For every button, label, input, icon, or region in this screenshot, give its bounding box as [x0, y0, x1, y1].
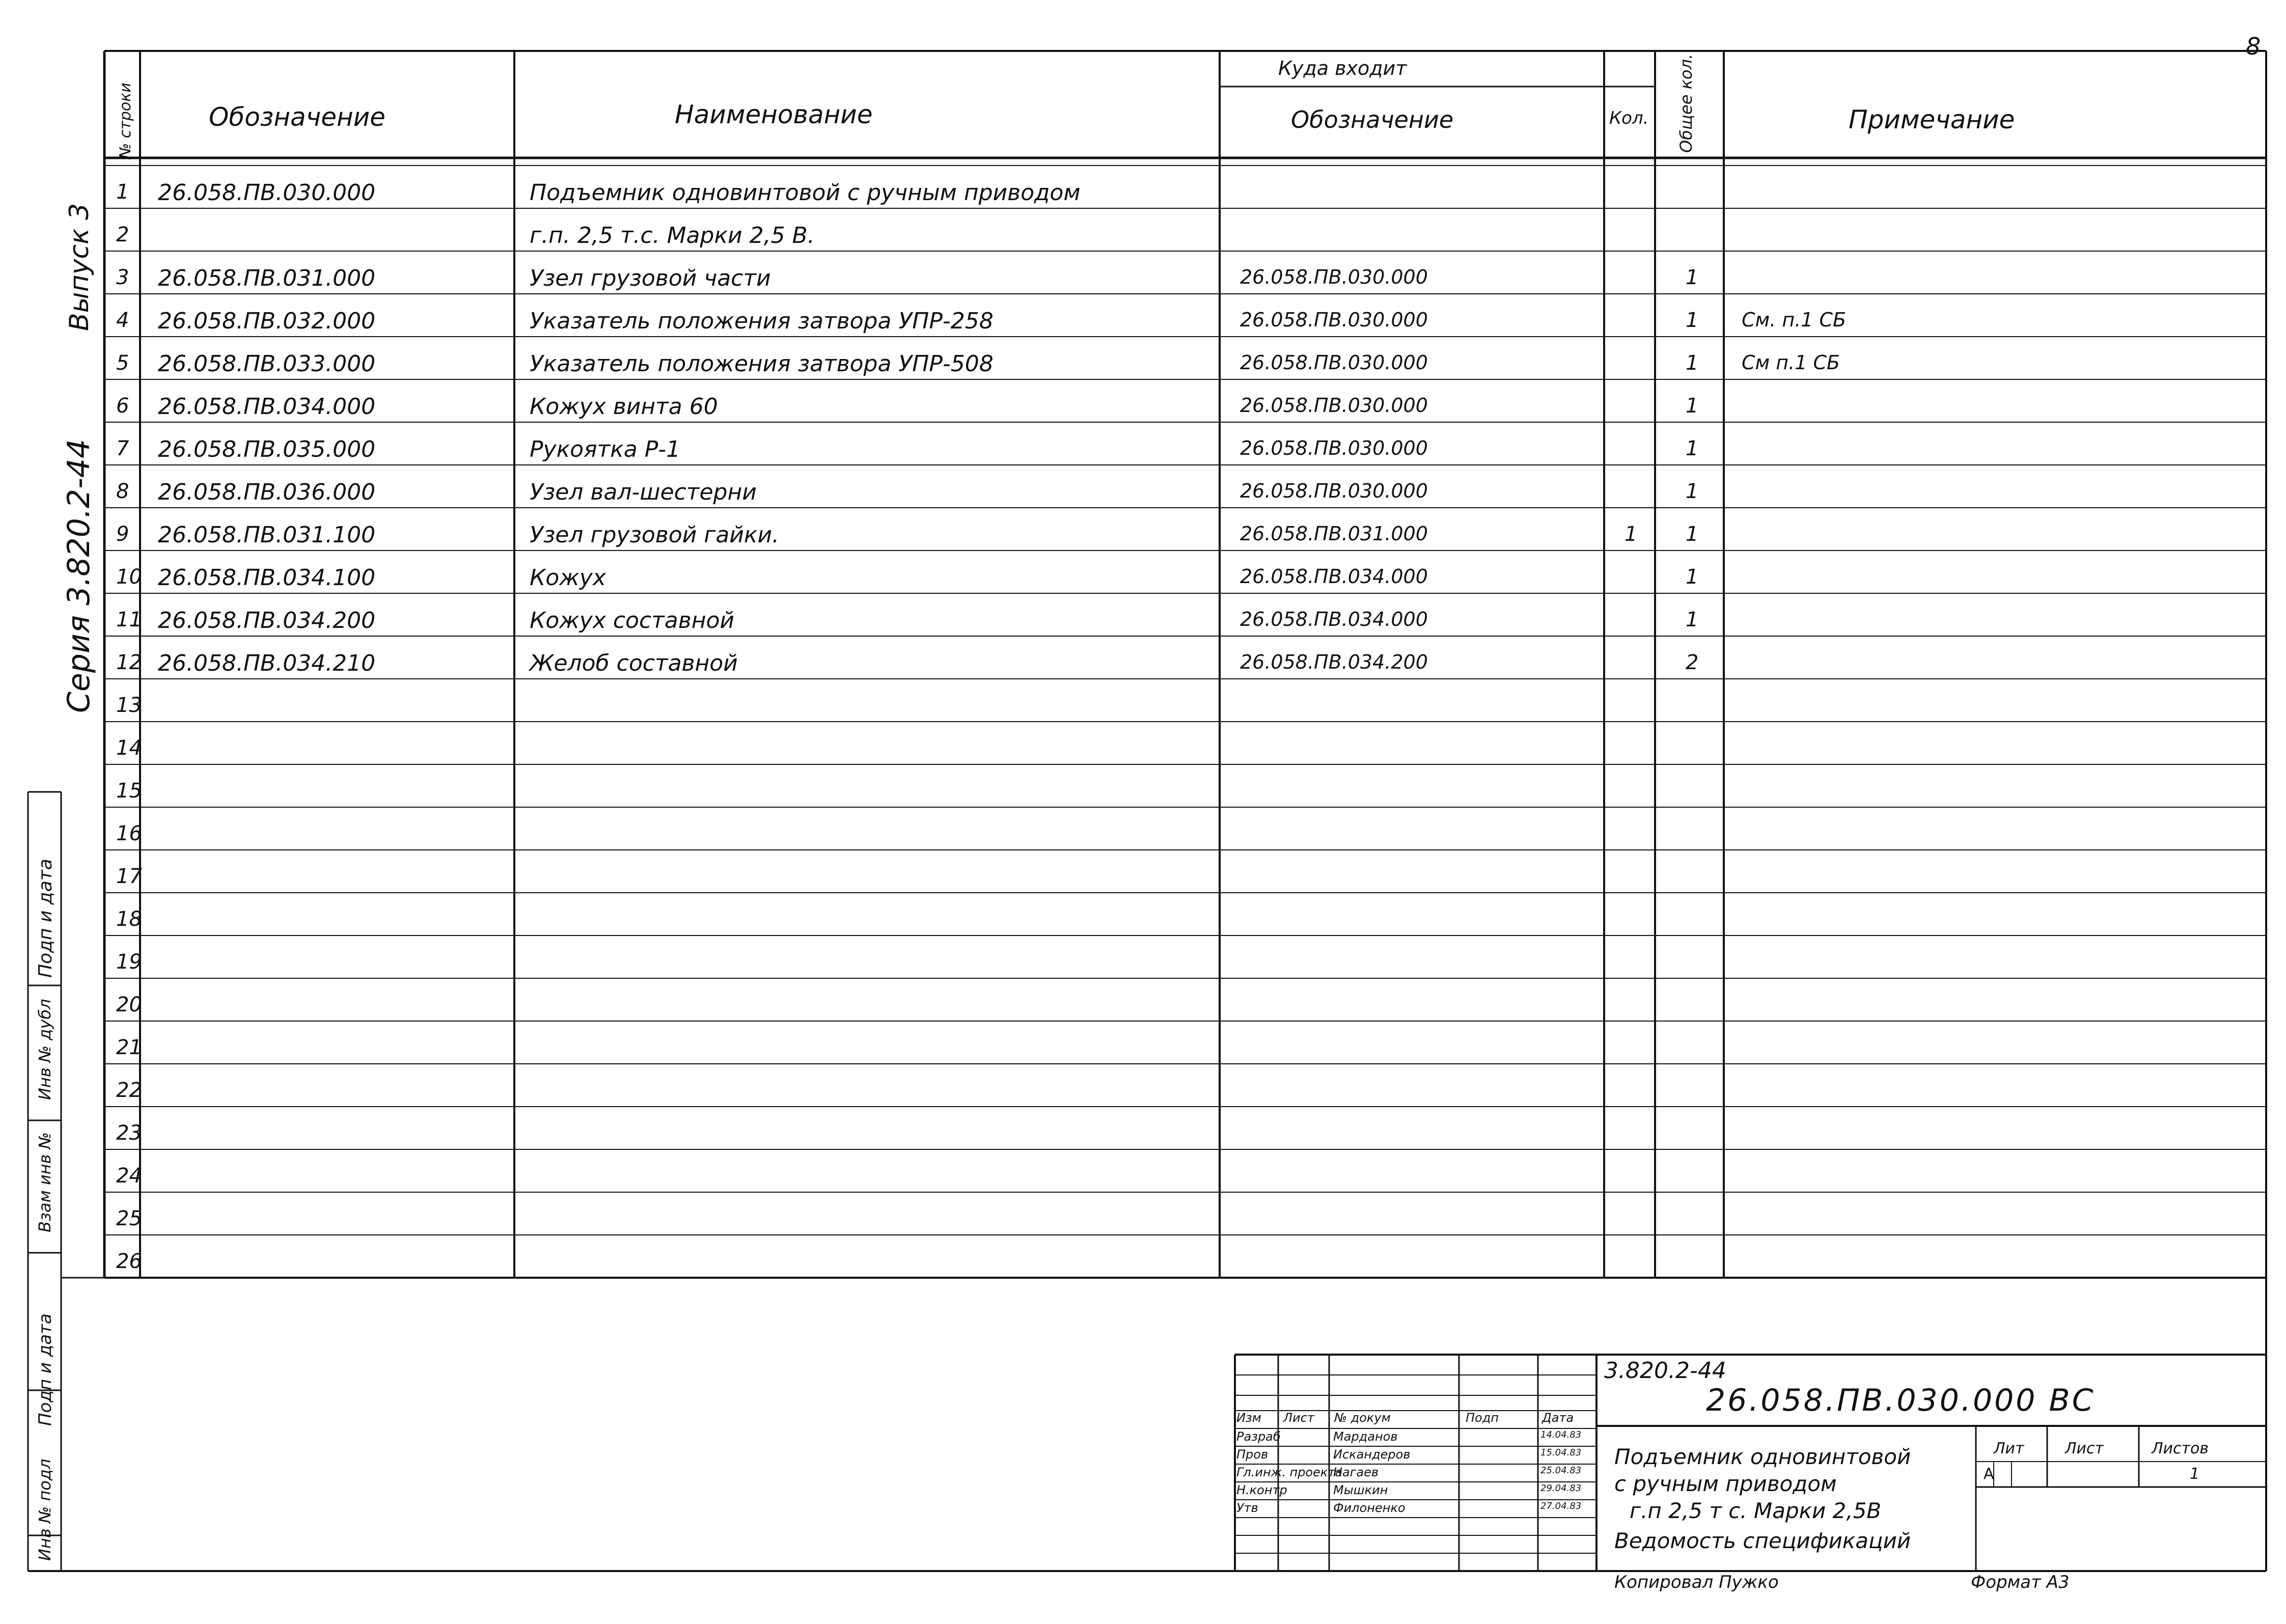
row-number: 11: [116, 608, 142, 631]
row-name: Узел грузовой гайки.: [530, 522, 780, 548]
header-total-qty: Общее кол.: [1676, 53, 1696, 153]
row-number: 25: [116, 1207, 142, 1230]
row-number: 18: [116, 907, 142, 931]
row-number: 7: [116, 437, 129, 460]
stamp-orig-inv: Инв № подл: [35, 1458, 54, 1561]
row-name: Подъемник одновинтовой с ручным приводом: [530, 180, 1081, 206]
tb-person-role: Утв: [1236, 1501, 1258, 1515]
row-name: Кожух составной: [530, 608, 734, 634]
row-designation: 26.058.ПВ.034.100: [158, 565, 376, 591]
row-designation: 26.058.ПВ.031.100: [158, 522, 376, 548]
stamp-dup-inv: Инв № дубл: [35, 999, 54, 1100]
row-name: Желоб составной: [530, 650, 738, 676]
row-note: См. п.1 СБ: [1742, 309, 1847, 331]
row-number: 23: [116, 1121, 142, 1145]
paper-format: Формат А3: [1971, 1572, 2070, 1592]
row-number: 8: [116, 480, 129, 503]
row-number: 24: [116, 1164, 142, 1188]
stamp-sign-date-2: Подп и дата: [35, 1313, 56, 1426]
row-number: 19: [116, 950, 142, 974]
row-number: 16: [116, 822, 142, 845]
row-parent-designation: 26.058.ПВ.030.000: [1240, 437, 1428, 459]
header-where-used: Куда входит: [1278, 57, 1407, 79]
tb-person-date: 15.04.83: [1540, 1447, 1582, 1458]
row-name: г.п. 2,5 т.с. Марки 2,5 В.: [530, 223, 815, 249]
tb-h-date: Дата: [1542, 1411, 1574, 1425]
row-number: 1: [116, 180, 129, 204]
row-designation: 26.058.ПВ.034.200: [158, 608, 376, 634]
row-number: 4: [116, 309, 129, 332]
tb-person-name: Нагаев: [1333, 1465, 1379, 1479]
tb-person-role: Гл.инж. проекта: [1236, 1465, 1343, 1479]
row-total-qty: 1: [1686, 480, 1699, 503]
row-name: Кожух винта 60: [530, 394, 718, 420]
row-designation: 26.058.ПВ.030.000: [158, 180, 376, 206]
row-designation: 26.058.ПВ.031.000: [158, 265, 376, 291]
row-parent-designation: 26.058.ПВ.030.000: [1240, 394, 1428, 417]
row-name: Узел грузовой части: [530, 265, 771, 291]
page-number: 8: [2246, 33, 2261, 60]
row-parent-designation: 26.058.ПВ.031.000: [1240, 522, 1428, 545]
tb-lit-label: Лит: [1994, 1440, 2024, 1457]
header-parent-designation: Обозначение: [1291, 106, 1454, 133]
row-total-qty: 1: [1686, 394, 1699, 418]
row-name: Кожух: [530, 565, 606, 591]
tb-person-date: 25.04.83: [1540, 1465, 1582, 1476]
row-parent-designation: 26.058.ПВ.030.000: [1240, 351, 1428, 374]
stamp-sign-date-1: Подп и дата: [35, 859, 56, 978]
row-designation: 26.058.ПВ.032.000: [158, 308, 376, 334]
row-parent-designation: 26.058.ПВ.034.200: [1240, 651, 1428, 673]
row-name: Рукоятка Р-1: [530, 436, 681, 462]
stamp-repl-inv: Взам инв №: [35, 1132, 54, 1232]
row-parent-designation: 26.058.ПВ.034.000: [1240, 608, 1428, 630]
row-number: 26: [116, 1250, 142, 1273]
row-designation: 26.058.ПВ.033.000: [158, 351, 376, 377]
tb-person-role: Н.контр: [1236, 1483, 1287, 1497]
row-number: 3: [116, 266, 129, 289]
row-designation: 26.058.ПВ.035.000: [158, 436, 376, 462]
copied-by: Копировал Пужко: [1614, 1572, 1779, 1592]
tb-doc-code: 26.058.ПВ.030.000 ВС: [1706, 1383, 2096, 1418]
tb-person-date: 14.04.83: [1540, 1429, 1582, 1440]
row-parent-designation: 26.058.ПВ.034.000: [1240, 565, 1428, 588]
header-designation: Обозначение: [209, 102, 385, 132]
margin-issue: Выпуск 3: [64, 203, 95, 331]
row-parent-designation: 26.058.ПВ.030.000: [1240, 266, 1428, 288]
row-number: 22: [116, 1079, 142, 1102]
tb-h-izm: Изм: [1236, 1411, 1261, 1425]
margin-series: Серия 3.820.2-44: [61, 438, 97, 713]
row-number: 2: [116, 223, 129, 246]
row-number: 6: [116, 394, 129, 418]
tb-person-name: Искандеров: [1333, 1447, 1411, 1462]
row-designation: 26.058.ПВ.036.000: [158, 479, 376, 505]
header-qty: Кол.: [1609, 108, 1649, 128]
row-total-qty: 1: [1686, 565, 1699, 589]
row-qty: 1: [1624, 522, 1638, 546]
header-name: Наименование: [675, 100, 873, 129]
tb-sheet-label: Лист: [2065, 1440, 2104, 1457]
row-name: Указатель положения затвора УПР-258: [530, 308, 994, 334]
tb-title-line-3: г.п 2,5 т с. Марки 2,5В: [1630, 1498, 1882, 1523]
row-number: 10: [116, 565, 142, 589]
row-number: 13: [116, 694, 142, 717]
row-total-qty: 1: [1686, 309, 1699, 332]
header-note: Примечание: [1849, 105, 2015, 134]
row-number: 9: [116, 522, 129, 546]
row-parent-designation: 26.058.ПВ.030.000: [1240, 309, 1428, 331]
tb-sheets-value: 1: [2190, 1465, 2200, 1483]
row-note: См п.1 СБ: [1742, 351, 1840, 374]
row-designation: 26.058.ПВ.034.210: [158, 650, 376, 676]
tb-person-role: Разраб: [1236, 1429, 1281, 1444]
row-total-qty: 1: [1686, 608, 1699, 631]
tb-h-sign: Подп: [1466, 1411, 1499, 1425]
tb-sheets-label: Листов: [2152, 1440, 2209, 1457]
row-name: Узел вал-шестерни: [530, 479, 757, 505]
tb-h-list: Лист: [1283, 1411, 1314, 1425]
row-number: 20: [116, 993, 142, 1016]
tb-title-line-1: Подъемник одновинтовой: [1614, 1444, 1911, 1469]
tb-person-date: 29.04.83: [1540, 1483, 1582, 1494]
row-total-qty: 1: [1686, 351, 1699, 375]
tb-title-line-4: Ведомость спецификаций: [1614, 1528, 1911, 1553]
row-total-qty: 1: [1686, 437, 1699, 460]
row-total-qty: 1: [1686, 522, 1699, 546]
row-total-qty: 2: [1686, 651, 1699, 674]
tb-h-doc: № докум: [1334, 1411, 1391, 1425]
row-name: Указатель положения затвора УПР-508: [530, 351, 994, 377]
row-number: 14: [116, 736, 142, 760]
row-total-qty: 1: [1686, 266, 1699, 289]
tb-person-name: Филоненко: [1333, 1501, 1406, 1515]
tb-person-name: Мышкин: [1333, 1483, 1388, 1497]
tb-person-date: 27.04.83: [1540, 1501, 1582, 1511]
tb-series-code: 3.820.2-44: [1604, 1358, 1726, 1384]
row-parent-designation: 26.058.ПВ.030.000: [1240, 480, 1428, 502]
tb-lit-value: А: [1984, 1465, 1994, 1483]
header-row-number: № строки: [117, 82, 134, 159]
row-number: 12: [116, 651, 142, 674]
row-number: 15: [116, 779, 142, 803]
tb-person-role: Пров: [1236, 1447, 1269, 1462]
row-number: 17: [116, 865, 142, 888]
row-designation: 26.058.ПВ.034.000: [158, 394, 376, 420]
tb-person-name: Марданов: [1333, 1429, 1398, 1444]
row-number: 5: [116, 351, 129, 375]
tb-title-line-2: с ручным приводом: [1614, 1471, 1837, 1496]
row-number: 21: [116, 1036, 142, 1059]
